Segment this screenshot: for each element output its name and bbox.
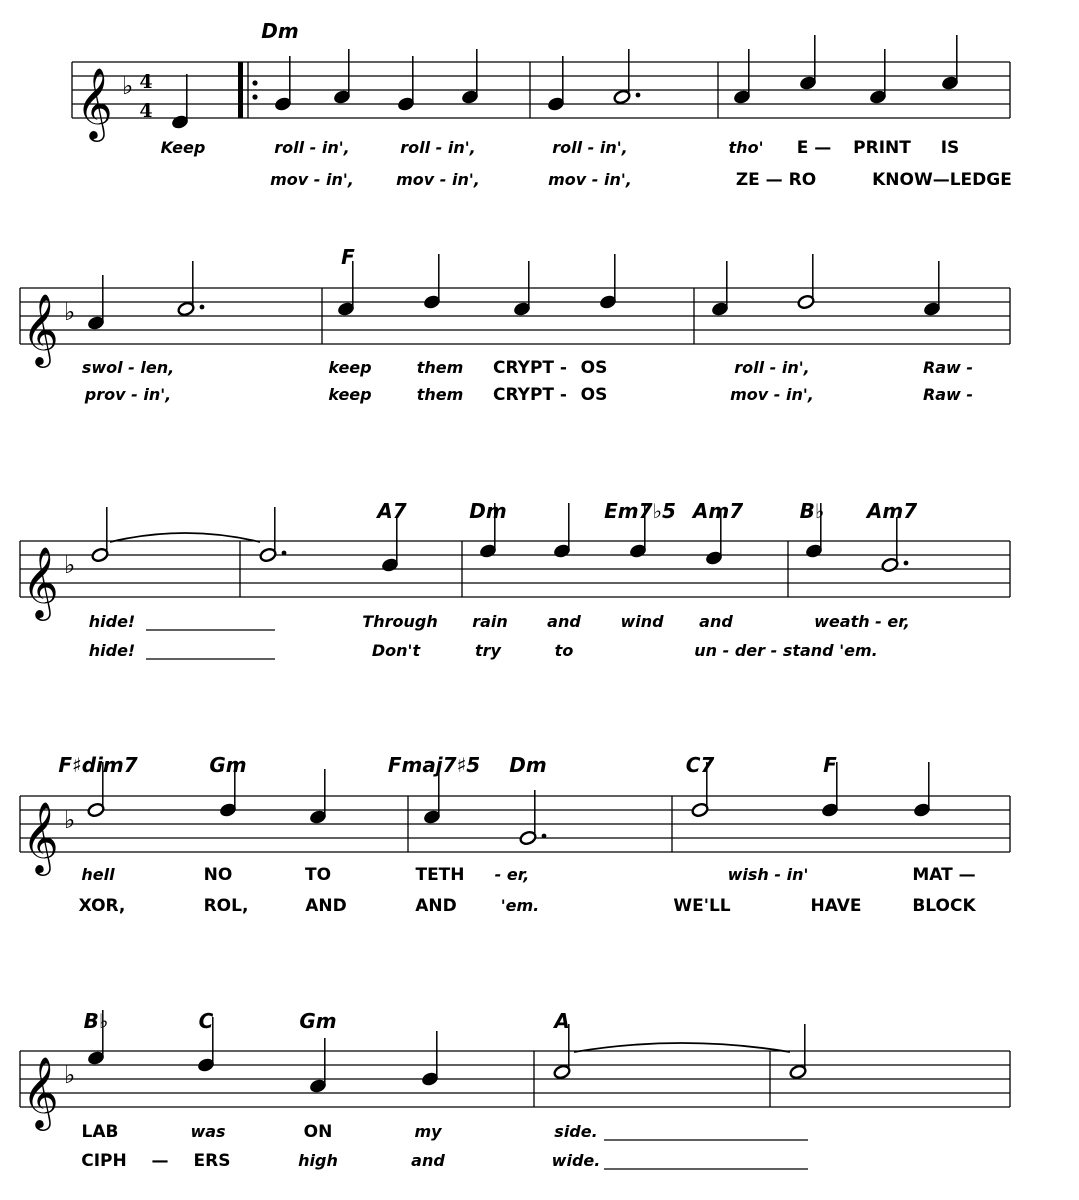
quarter-note xyxy=(461,49,479,105)
lyric-syllable: E — xyxy=(796,138,832,158)
lyric-syllable: mov - in', xyxy=(730,385,814,404)
quarter-note xyxy=(274,56,292,112)
lyric-syllable: to xyxy=(554,641,574,660)
lyric-syllable: OS xyxy=(580,385,608,405)
lyric-syllable: ZE — RO xyxy=(735,170,817,190)
lyric-syllable: wide. xyxy=(551,1151,601,1170)
quarter-note xyxy=(421,1031,439,1087)
lyric-syllable: ERS xyxy=(193,1151,231,1171)
lyric-syllable: side. xyxy=(554,1122,598,1141)
chord-symbol: Dm xyxy=(509,753,547,777)
lyric-syllable: AND xyxy=(415,896,457,916)
lyric-syllable: roll - in', xyxy=(400,138,476,157)
lyric-syllable: wish - in' xyxy=(727,865,809,884)
staff-system xyxy=(72,19,1012,190)
lyric-syllable: roll - in', xyxy=(734,358,810,377)
lyric-syllable: keep xyxy=(328,385,372,404)
quarter-note xyxy=(423,769,441,825)
half-note xyxy=(789,1024,807,1080)
lyric-syllable: TO xyxy=(304,865,332,885)
dotted-half-note xyxy=(259,507,286,563)
quarter-note xyxy=(913,762,931,818)
dotted-half-note xyxy=(177,261,204,317)
lyric-syllable: ROL, xyxy=(203,896,249,916)
lyric-syllable: high xyxy=(298,1151,338,1170)
lyric-syllable: prov - in', xyxy=(84,385,172,404)
lyric-syllable: hide! xyxy=(88,612,136,631)
quarter-note xyxy=(733,49,751,105)
lyric-syllable: MAT — xyxy=(912,865,976,885)
lyric-syllable: Raw - xyxy=(922,385,974,404)
chord-symbol: F xyxy=(341,245,355,269)
chord-symbol: C xyxy=(198,1009,214,1033)
quarter-note xyxy=(941,35,959,91)
lyric-syllable: wind xyxy=(620,612,664,631)
quarter-note xyxy=(337,261,355,317)
lyric-syllable: AND xyxy=(305,896,347,916)
lyric-syllable: roll - in', xyxy=(552,138,628,157)
treble-clef-icon: 𝄞 xyxy=(76,66,113,139)
flat-key-signature-icon: ♭ xyxy=(64,806,76,834)
chord-symbol: Gm xyxy=(209,753,247,777)
lyric-syllable: PRINT xyxy=(853,138,911,158)
lyric-syllable: XOR, xyxy=(78,896,126,916)
lyric-syllable: keep xyxy=(328,358,372,377)
lyric-syllable: OS xyxy=(580,358,608,378)
quarter-note xyxy=(309,1038,327,1094)
quarter-note xyxy=(423,254,441,310)
chord-symbol: F♯dim7 xyxy=(58,753,138,777)
quarter-note xyxy=(171,74,189,130)
chord-symbol: B♭ xyxy=(799,499,825,523)
lyric-syllable: — xyxy=(151,1151,169,1171)
lyric-syllable: NO xyxy=(203,865,233,885)
lyric-syllable: Don't xyxy=(371,641,421,660)
lyric-syllable: roll - in', xyxy=(274,138,350,157)
lyric-syllable: un - der - stand 'em. xyxy=(694,641,878,660)
quarter-note xyxy=(923,261,941,317)
half-note xyxy=(91,507,109,563)
quarter-note xyxy=(309,769,327,825)
lyric-syllable: and xyxy=(411,1151,445,1170)
staff-system xyxy=(20,1009,1010,1171)
treble-clef-icon: 𝄞 xyxy=(22,800,59,873)
time-signature-top: 4 xyxy=(139,71,153,93)
chord-symbol: Am7 xyxy=(692,499,744,523)
lyric-syllable: CRYPT - xyxy=(493,358,567,378)
lyric-syllable: try xyxy=(475,641,501,660)
lyric-syllable: Keep xyxy=(160,138,206,157)
time-signature-bottom: 4 xyxy=(139,100,153,122)
quarter-note xyxy=(381,517,399,573)
lyric-syllable: weath - er, xyxy=(814,612,910,631)
treble-clef-icon: 𝄞 xyxy=(22,1055,59,1128)
chord-symbol: A xyxy=(554,1009,570,1033)
lyric-syllable: and xyxy=(699,612,733,631)
flat-key-signature-icon: ♭ xyxy=(64,551,76,579)
lyric-syllable: CRYPT - xyxy=(493,385,567,405)
lyric-syllable: KNOW—LEDGE xyxy=(872,170,1012,190)
staff-system xyxy=(20,499,1010,660)
flat-key-signature-icon: ♭ xyxy=(122,72,134,100)
augmentation-dot xyxy=(636,93,641,98)
lyric-syllable: BLOCK xyxy=(912,896,976,916)
repeat-thick-bar xyxy=(238,62,243,118)
lyric-syllable: HAVE xyxy=(810,896,862,916)
quarter-note xyxy=(799,35,817,91)
lyric-syllable: and xyxy=(547,612,581,631)
dotted-half-note xyxy=(519,790,546,846)
quarter-note xyxy=(599,254,617,310)
augmentation-dot xyxy=(200,305,205,310)
augmentation-dot xyxy=(904,561,909,566)
lyric-syllable: CIPH xyxy=(81,1151,127,1171)
lyric-syllable: WE'LL xyxy=(673,896,731,916)
dotted-half-note xyxy=(613,49,640,105)
chord-symbol: Dm xyxy=(261,19,299,43)
lyric-syllable: swol - len, xyxy=(81,358,175,377)
quarter-note xyxy=(869,49,887,105)
lyric-syllable: them xyxy=(416,358,464,377)
augmentation-dot xyxy=(282,551,287,556)
lyric-syllable: was xyxy=(190,1122,226,1141)
treble-clef-icon: 𝄞 xyxy=(22,292,59,365)
chord-symbol: Fmaj7♯5 xyxy=(387,753,481,777)
lyric-syllable: ON xyxy=(303,1122,333,1142)
half-note xyxy=(797,254,815,310)
chord-symbol: C7 xyxy=(685,753,715,777)
chord-symbol: Am7 xyxy=(866,499,918,523)
lyric-syllable: rain xyxy=(472,612,508,631)
lyric-syllable: my xyxy=(414,1122,442,1141)
quarter-note xyxy=(333,49,351,105)
lyric-syllable: mov - in', xyxy=(548,170,632,189)
lyric-syllable: Through xyxy=(362,612,438,631)
chord-symbol: Em7♭5 xyxy=(604,499,676,523)
repeat-dot xyxy=(252,94,257,99)
lyric-syllable: mov - in', xyxy=(270,170,354,189)
repeat-dot xyxy=(252,80,257,85)
quarter-note xyxy=(513,261,531,317)
lyric-syllable: - er, xyxy=(494,865,530,884)
lyric-syllable: IS xyxy=(940,138,960,158)
chord-symbol: B♭ xyxy=(83,1009,109,1033)
lyric-syllable: LAB xyxy=(81,1122,119,1142)
lyric-syllable: hell xyxy=(81,865,115,884)
quarter-note xyxy=(397,56,415,112)
chord-symbol: Gm xyxy=(299,1009,337,1033)
staff-system xyxy=(20,753,1010,916)
chord-symbol: Dm xyxy=(469,499,507,523)
staff-system xyxy=(20,245,1010,405)
lyric-syllable: Raw - xyxy=(922,358,974,377)
lyric-syllable: hide! xyxy=(88,641,136,660)
flat-key-signature-icon: ♭ xyxy=(64,298,76,326)
augmentation-dot xyxy=(542,834,547,839)
lyric-syllable: mov - in', xyxy=(396,170,480,189)
flat-key-signature-icon: ♭ xyxy=(64,1061,76,1089)
quarter-note xyxy=(711,261,729,317)
lyric-syllable: tho' xyxy=(728,138,764,157)
dotted-half-note xyxy=(881,517,908,573)
quarter-note xyxy=(553,503,571,559)
quarter-note xyxy=(547,56,565,112)
quarter-note xyxy=(87,275,105,331)
chord-symbol: A7 xyxy=(377,499,407,523)
treble-clef-icon: 𝄞 xyxy=(22,545,59,618)
lyric-syllable: 'em. xyxy=(500,896,540,915)
lyric-syllable: TETH xyxy=(415,865,465,885)
chord-symbol: F xyxy=(823,753,837,777)
lyric-syllable: them xyxy=(416,385,464,404)
